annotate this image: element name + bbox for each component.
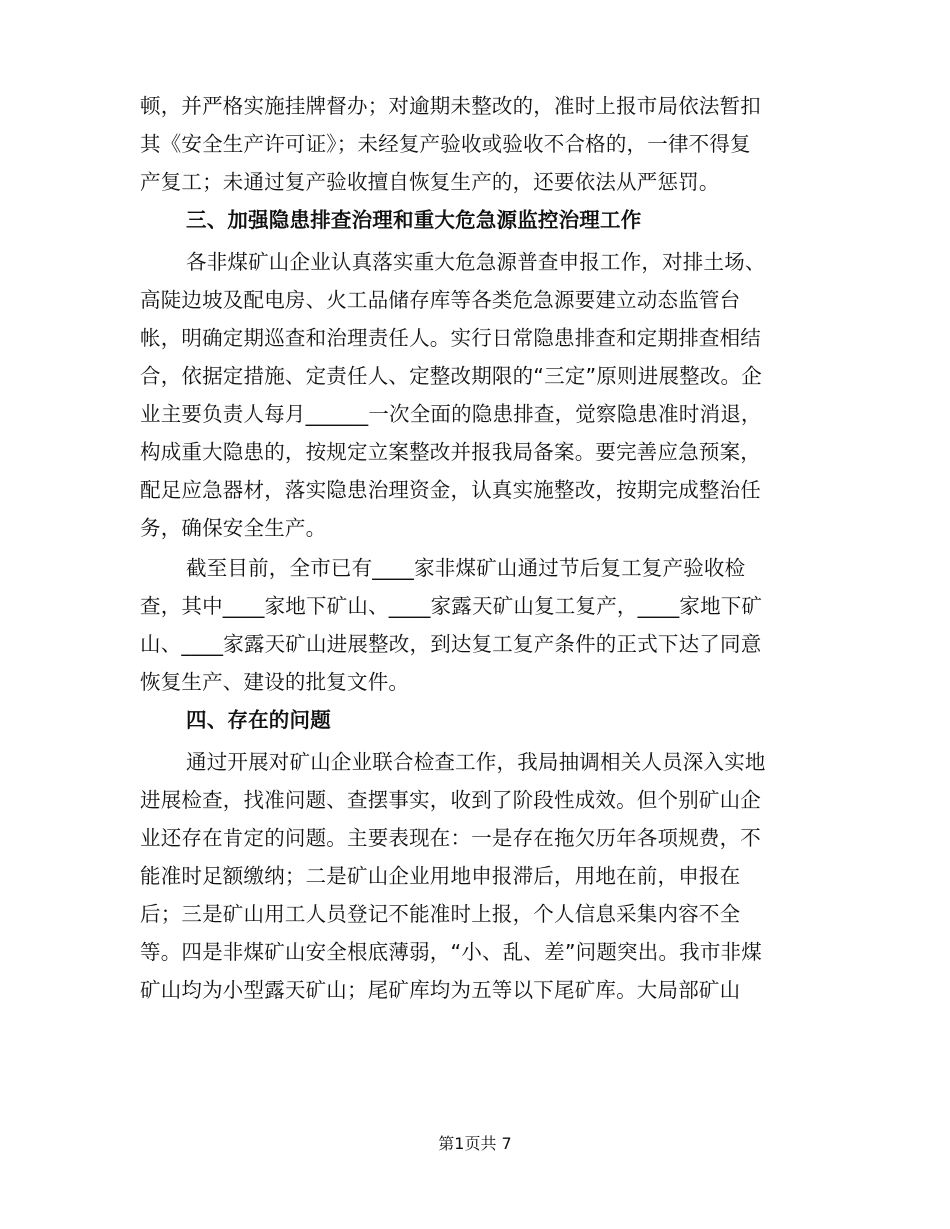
- paragraph-line: 产复工；未通过复产验收擅自恢复生产的，还要依法从严惩罚。: [140, 170, 720, 194]
- paragraph-line: 帐，明确定期巡查和治理责任人。实行日常隐患排查和定期排查相结: [140, 326, 761, 350]
- paragraph-line: 合，依据定措施、定责任人、定整改期限的“三定”原则进展整改。企: [140, 364, 762, 388]
- paragraph-line: 各非煤矿山企业认真落实重大危急源普查申报工作，对排土场、: [186, 250, 766, 274]
- paragraph-line: 其《安全生产许可证》；未经复产验收或验收不合格的，一律不得复: [140, 132, 751, 156]
- paragraph-line: 业还存在肯定的问题。主要表现在：一是存在拖欠历年各项规费，不: [140, 826, 761, 850]
- paragraph-line: 山、____家露天矿山进展整改，到达复工复产条件的正式下达了同意: [140, 632, 762, 656]
- paragraph-line: 高陡边坡及配电房、火工品储存库等各类危急源要建立动态监管台: [140, 288, 741, 312]
- paragraph-line: 截至目前，全市已有____家非煤矿山通过节后复工复产验收检: [186, 556, 746, 580]
- paragraph-line: 通过开展对矿山企业联合检查工作，我局抽调相关人员深入实地: [186, 750, 766, 774]
- paragraph-line: 矿山均为小型露天矿山；尾矿库均为五等以下尾矿库。大局部矿山: [140, 978, 741, 1002]
- paragraph-line: 顿，并严格实施挂牌督办；对逾期未整改的，准时上报市局依法暂扣: [140, 94, 761, 118]
- paragraph-line: 恢复生产、建设的批复文件。: [140, 670, 410, 694]
- paragraph-line: 等。四是非煤矿山安全根底薄弱，“小、乱、差”问题突出。我市非煤: [140, 940, 762, 964]
- paragraph-line: 能准时足额缴纳；二是矿山企业用地申报滞后，用地在前，申报在: [140, 864, 741, 888]
- paragraph-line: 查，其中____家地下矿山、____家露天矿山复工复产，____家地下矿: [140, 594, 763, 618]
- paragraph-line: 业主要负责人每月______一次全面的隐患排查，觉察隐患准时消退，: [140, 402, 762, 426]
- paragraph-line: 配足应急器材，落实隐患治理资金，认真实施整改，按期完成整治任: [140, 478, 761, 502]
- paragraph-line: 构成重大隐患的，按规定立案整改并报我局备案。要完善应急预案，: [140, 440, 761, 464]
- paragraph-line: 后；三是矿山用工人员登记不能准时上报，个人信息采集内容不全: [140, 902, 741, 926]
- page-footer: 第1页共 7: [438, 1134, 512, 1153]
- paragraph-line: 务，确保安全生产。: [140, 516, 327, 540]
- section-heading-4: 四、存在的问题: [186, 708, 331, 732]
- paragraph-line: 进展检查，找准问题、查摆事实，收到了阶段性成效。但个别矿山企: [140, 788, 761, 812]
- section-heading-3: 三、加强隐患排查治理和重大危急源监控治理工作: [186, 208, 642, 232]
